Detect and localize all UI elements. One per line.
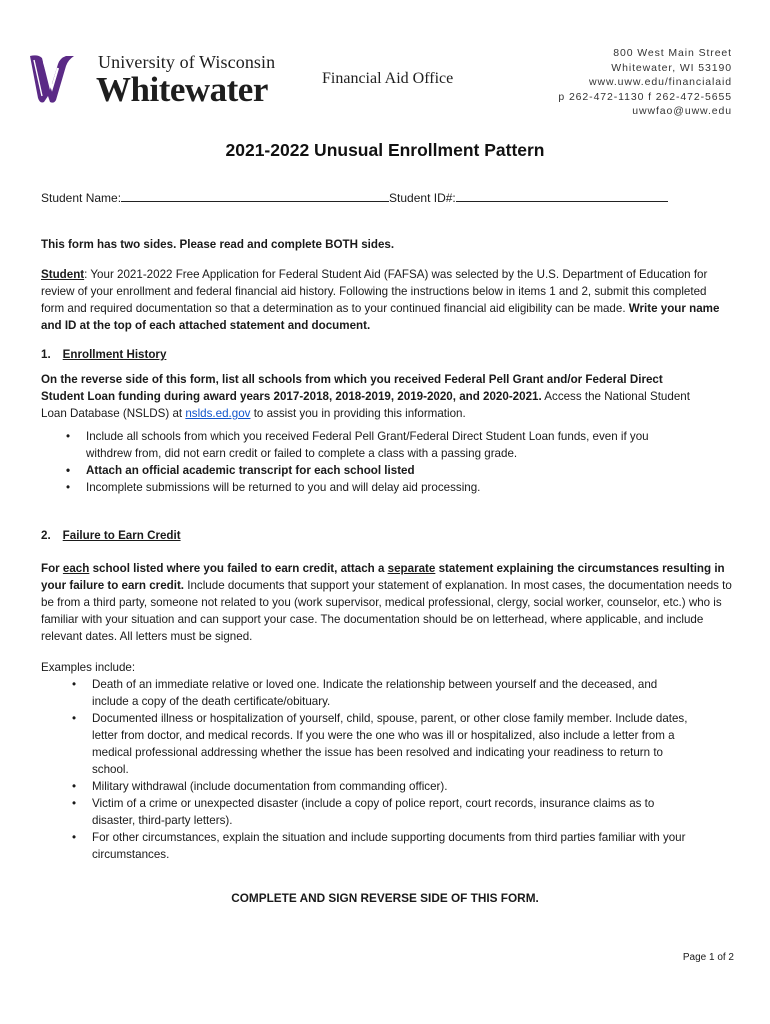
reverse-side-notice: COMPLETE AND SIGN REVERSE SIDE OF THIS FORM.: [231, 891, 539, 905]
contact-email[interactable]: uwwfao@uww.edu: [632, 105, 732, 117]
section2-title: Failure to Earn Credit: [62, 529, 181, 542]
section2-bold-3: statement explaining the circumstances resulting in your failure to earn credit.: [41, 562, 725, 592]
contact-address: 800 West Main Street: [613, 47, 732, 59]
student-name-label: Student Name:: [41, 191, 122, 205]
page-number: Page 1 of 2: [682, 952, 734, 963]
university-name-line2: Whitewater: [96, 70, 268, 109]
section2-bold-2: school listed where you failed to earn credit, attach a: [89, 562, 388, 575]
section1-number: 1.: [41, 348, 51, 361]
section2-bold-separate: separate: [387, 562, 436, 575]
section2-text: Include documents that support your statement of explanation. In most cases, the documentation needs to be from a third party, someone not related to you (work supervisor, medical professional, clergy, social worker, counselor, etc.) who is familiar with your situation and can support your case. The documentation should be on letterhead, where applicable, and include relevant dates. All letters must be signed.: [41, 579, 732, 643]
university-name-line1: University of Wisconsin: [98, 52, 276, 72]
page-title: 2021-2022 Unusual Enrollment Pattern: [225, 140, 545, 160]
student-fields: [41, 189, 668, 205]
intro-paragraph: [41, 266, 731, 334]
list-item: • Include all schools from which you received Federal Pell Grant/Federal Direct Student Loan funds, even if you withdrew from, did not earn credit or failed to complete a class with a passing grade.: [66, 428, 696, 462]
student-name-field[interactable]: [121, 189, 389, 202]
section1-bullet-list: [66, 428, 696, 496]
section1-paragraph: [41, 371, 691, 422]
list-item: • Military withdrawal (include documentation from commanding officer).: [72, 778, 696, 795]
university-logo-icon: [28, 52, 76, 104]
office-name: Financial Aid Office: [322, 70, 454, 87]
section1-text-b: to assist you in providing this information.: [250, 407, 466, 420]
two-sides-notice: This form has two sides. Please read and complete BOTH sides.: [41, 238, 395, 251]
student-id-field[interactable]: [456, 189, 668, 202]
list-item: • Death of an immediate relative or loved one. Indicate the relationship between yourself and the deceased, and include a copy of the death certificate/obituary.: [72, 676, 696, 710]
intro-bold-text: Write your name and ID at the top of each attached statement and document.: [41, 302, 720, 332]
section1-bold-text: On the reverse side of this form, list all schools from which you received Federal Pell Grant and/or Federal Direct Student Loan funding during award years 2017-2018, 2018-2019, 2019-2020, and 2020-2021.: [41, 373, 663, 403]
examples-label: Examples include:: [41, 661, 136, 674]
list-item: • Incomplete submissions will be returned to you and will delay aid processing.: [66, 479, 696, 496]
section2-heading: [41, 527, 181, 544]
student-id-label: Student ID#:: [389, 191, 456, 205]
contact-info: [558, 46, 732, 119]
section1-heading: [41, 346, 166, 363]
section2-bold-1: For: [41, 562, 63, 575]
section1-text-a: Access the National Student Loan Database (NSLDS) at: [41, 390, 690, 420]
list-item: • Documented illness or hospitalization of yourself, child, spouse, parent, or other close family member. Include dates, letter from doctor, and medical records. If you were the one who was ill or hospitalized, also include a letter from a medical professional addressing whether the issue has been resolved and indicating your readiness to return to school.: [72, 710, 696, 778]
nslds-link[interactable]: nslds.ed.gov: [185, 407, 251, 420]
list-item: • Attach an official academic transcript for each school listed: [66, 462, 696, 479]
section1-title: Enrollment History: [62, 348, 167, 361]
contact-phone-fax: p 262-472-1130 f 262-472-5655: [558, 90, 732, 103]
list-item: • Victim of a crime or unexpected disaster (include a copy of police report, court records, insurance claims as to disaster, third-party letters).: [72, 795, 696, 829]
list-item: • For other circumstances, explain the situation and include supporting documents from third parties familiar with your circumstances.: [72, 829, 696, 863]
contact-city: Whitewater, WI 53190: [611, 61, 732, 74]
intro-label: Student: [41, 268, 85, 281]
section2-paragraph: [41, 560, 733, 645]
examples-bullet-list: [72, 676, 696, 863]
contact-website[interactable]: www.uww.edu/financialaid: [588, 76, 732, 88]
section2-bold-each: each: [62, 562, 90, 575]
section2-number: 2.: [41, 529, 51, 542]
intro-text: : Your 2021-2022 Free Application for Federal Student Aid (FAFSA) was selected by the U.S. Department of Education for review of your enrollment and federal financial aid history. Following the instructions below in items 1 and 2, submit this completed form and required documentation so that a determination as to your continued financial aid eligibility can be made.: [41, 268, 708, 315]
